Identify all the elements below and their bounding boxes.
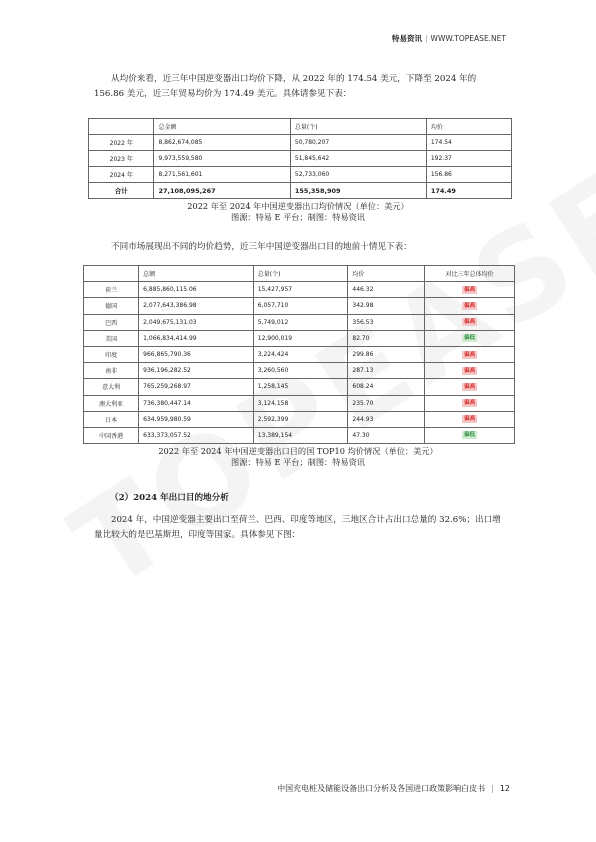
comparison-badge: 偏高 [464,367,476,374]
quantity-cell: 50,780,207 [290,135,426,151]
table-row [84,314,515,330]
paragraph-destinations: 不同市场展现出不同的均价趋势，近三年中国逆变器出口目的地前十情见下表： [111,242,412,252]
comparison-badge: 偏低 [464,432,476,439]
total-avg-price-cell: 174.49 [426,183,511,199]
section-subheading: （2）2024 年出口目的地分析 [110,493,229,503]
country-cell: 南非 [84,363,139,379]
caption-title: 2022 年至 2024 年中国逆变器出口均价情况（单位：美元） [187,201,409,211]
avg-price-cell: 446.32 [348,282,425,298]
table-row [89,151,512,167]
avg-price-cell: 287.13 [348,363,425,379]
quantity-cell: 3,124,158 [253,395,348,411]
caption-source: 图源：特易 E 平台；制图：特易资讯 [231,212,365,222]
quantity-cell: 2,592,399 [253,411,348,427]
amount-cell: 2,049,675,131.03 [139,314,254,330]
table-total-row [89,183,512,199]
page-header [392,33,506,44]
comparison-badge: 偏高 [464,351,476,358]
country-cell: 巴西 [84,314,139,330]
amount-cell: 736,380,447.14 [139,395,254,411]
table-header-cell: 总额 [139,266,254,282]
table-header-cell: 对比三年总体均价 [425,266,515,282]
footer-title: 中国充电桩及储能设备出口分析及各国进口政策影响白皮书 [277,784,486,793]
amount-cell: 8,271,561,601 [154,167,290,183]
avg-price-cell: 235.70 [348,395,425,411]
amount-cell: 765,259,268.97 [139,379,254,395]
page-number: 12 [499,784,510,793]
comparison-cell [425,282,515,298]
avg-price-cell: 608.24 [348,379,425,395]
table-row [84,411,515,427]
country-cell: 意大利 [84,379,139,395]
paragraph-2024-analysis: 2024 年，中国逆变器主要出口至荷兰、巴西、印度等地区，三地区合计占出口总量的 32.6%；出口增量比较大的是巴基斯坦，印度等国家。具体参见下图： [94,515,501,540]
quantity-cell: 3,224,424 [253,346,348,362]
quantity-cell: 51,845,642 [290,151,426,167]
avg-price-cell: 299.86 [348,346,425,362]
table-header-cell: 均价 [426,119,511,135]
comparison-badge: 偏高 [464,302,476,309]
quantity-cell: 3,260,560 [253,363,348,379]
avg-price-cell: 192.37 [426,151,511,167]
year-cell: 2022 年 [89,135,154,151]
amount-cell: 936,196,282.52 [139,363,254,379]
comparison-cell [425,330,515,346]
country-cell: 印度 [84,346,139,362]
header-separator: | [425,34,428,43]
header-brand: 特易资讯 [392,34,422,43]
comparison-cell [425,363,515,379]
amount-cell: 966,865,790.36 [139,346,254,362]
comparison-badge: 偏高 [464,400,476,407]
header-url: WWW.TOPEASE.NET [430,34,506,43]
paragraph-average-price: 从均价来看，近三年中国逆变器出口均价下降，从 2022 年的 174.54 美元，下降至 2024 年的 156.86 美元，近三年贸易均价为 174.49 美元。具体请参见下表： [94,74,477,99]
amount-cell: 1,066,834,414.99 [139,330,254,346]
table-row [84,330,515,346]
country-cell: 澳大利亚 [84,395,139,411]
table-header-cell: 总量(个) [290,119,426,135]
avg-price-cell: 244.93 [348,411,425,427]
table-row [89,167,512,183]
table-header-cell [89,119,154,135]
avg-price-cell: 47.30 [348,427,425,443]
avg-price-cell: 342.98 [348,298,425,314]
avg-price-cell: 356.53 [348,314,425,330]
avg-price-cell: 174.54 [426,135,511,151]
comparison-badge: 偏高 [464,416,476,423]
comparison-cell [425,379,515,395]
table-row [84,363,515,379]
comparison-cell [425,346,515,362]
comparison-badge: 偏低 [464,335,476,342]
table-header-cell: 总量(个) [253,266,348,282]
quantity-cell: 6,057,710 [253,298,348,314]
table-header-row [84,266,515,282]
quantity-cell: 13,389,154 [253,427,348,443]
comparison-cell [425,411,515,427]
quantity-cell: 52,733,060 [290,167,426,183]
table-header-cell [84,266,139,282]
quantity-cell: 1,258,145 [253,379,348,395]
table-header-cell: 总金额 [154,119,290,135]
top10-destination-table [83,265,515,444]
total-amount-cell: 27,108,095,267 [154,183,290,199]
country-cell: 美国 [84,330,139,346]
amount-cell: 9,973,559,580 [154,151,290,167]
country-cell: 中国香港 [84,427,139,443]
table-row [84,346,515,362]
comparison-cell [425,427,515,443]
year-cell: 2024 年 [89,167,154,183]
footer-separator: | [491,784,494,793]
table1-caption [0,201,596,223]
total-quantity-cell: 155,358,909 [290,183,426,199]
year-cell: 2023 年 [89,151,154,167]
comparison-cell [425,395,515,411]
comparison-badge: 偏高 [464,319,476,326]
table-row [84,298,515,314]
page-footer [277,783,510,794]
table-row [84,379,515,395]
amount-cell: 8,862,674,085 [154,135,290,151]
comparison-badge: 偏高 [464,383,476,390]
avg-price-cell: 82.70 [348,330,425,346]
total-label-cell: 合计 [89,183,154,199]
comparison-cell [425,314,515,330]
table-row [84,282,515,298]
amount-cell: 2,077,643,386.98 [139,298,254,314]
caption-source: 图源：特易 E 平台；制图：特易资讯 [231,457,365,467]
caption-title: 2022 年至 2024 年中国逆变器出口目的国 TOP10 均价情况（单位：美元） [158,446,438,456]
country-cell: 德国 [84,298,139,314]
amount-cell: 633,373,057.52 [139,427,254,443]
comparison-cell [425,298,515,314]
quantity-cell: 5,749,012 [253,314,348,330]
amount-cell: 634,959,980.59 [139,411,254,427]
amount-cell: 6,885,860,115.06 [139,282,254,298]
table-row [84,395,515,411]
country-cell: 荷兰 [84,282,139,298]
comparison-badge: 偏高 [464,286,476,293]
table-header-cell: 均价 [348,266,425,282]
avg-price-cell: 156.86 [426,167,511,183]
table2-caption [0,446,596,468]
quantity-cell: 15,427,957 [253,282,348,298]
annual-price-table [88,118,512,199]
table-row [89,135,512,151]
table-header-row [89,119,512,135]
table-row [84,427,515,443]
country-cell: 日本 [84,411,139,427]
quantity-cell: 12,900,019 [253,330,348,346]
